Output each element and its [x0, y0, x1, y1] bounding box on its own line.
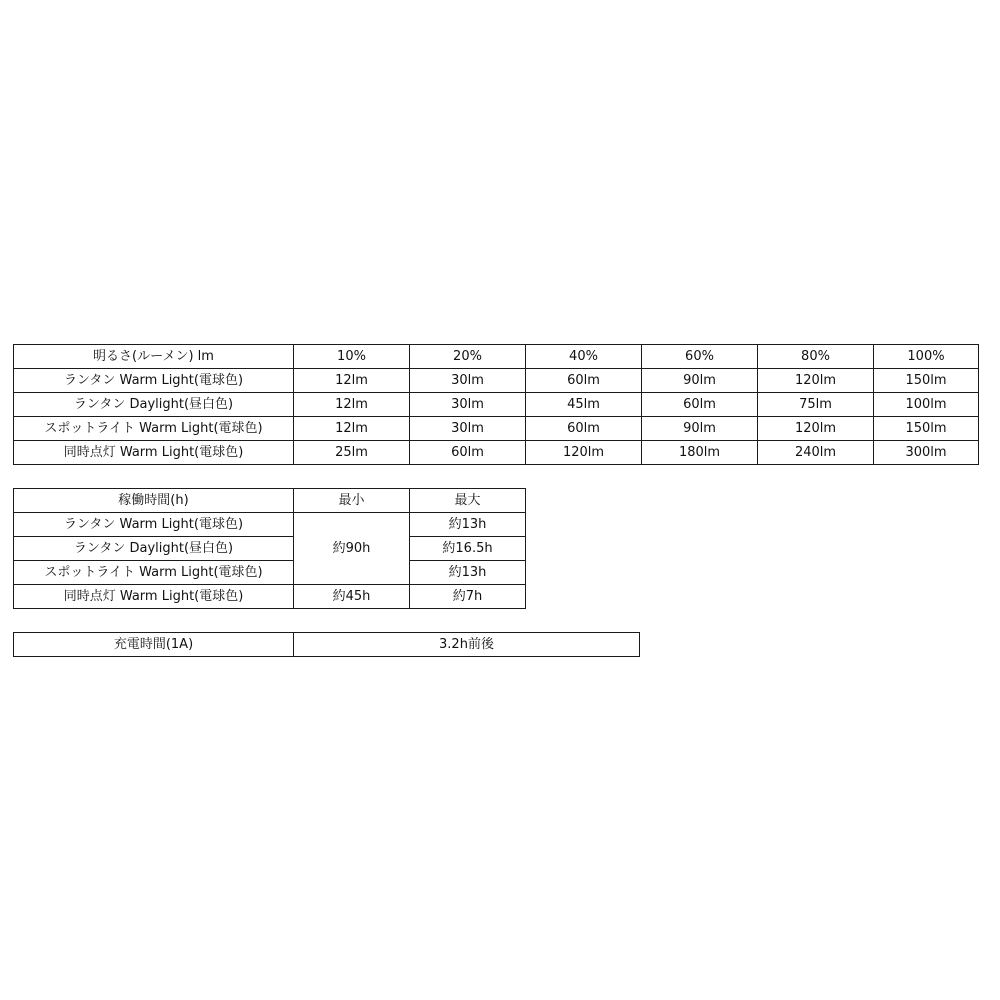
runtime-max-cell: 約16.5h — [410, 537, 526, 561]
brightness-header-10: 10% — [294, 345, 410, 369]
table-cell: 60lm — [410, 441, 526, 465]
table-cell: 90lm — [642, 417, 758, 441]
table-row — [14, 585, 526, 609]
runtime-header-min: 最小 — [294, 489, 410, 513]
charge-table — [13, 632, 640, 657]
brightness-table — [13, 344, 979, 465]
brightness-header-60: 60% — [642, 345, 758, 369]
charge-time-label: 充電時間(1A) — [14, 633, 294, 657]
runtime-table — [13, 488, 526, 609]
table-cell: 120lm — [526, 441, 642, 465]
row-label: ランタン Warm Light(電球色) — [14, 369, 294, 393]
runtime-max-cell: 約13h — [410, 513, 526, 537]
row-label: ランタン Warm Light(電球色) — [14, 513, 294, 537]
table-row — [14, 441, 979, 465]
table-cell: 30lm — [410, 369, 526, 393]
table-cell: 120lm — [758, 417, 874, 441]
runtime-min-shared: 約90h — [294, 513, 410, 585]
table-row — [14, 417, 979, 441]
brightness-header-80: 80% — [758, 345, 874, 369]
table-row — [14, 561, 526, 585]
table-cell: 240lm — [758, 441, 874, 465]
row-label: 同時点灯 Warm Light(電球色) — [14, 585, 294, 609]
table-cell: 120lm — [758, 369, 874, 393]
row-label: 同時点灯 Warm Light(電球色) — [14, 441, 294, 465]
runtime-header-label: 稼働時間(h) — [14, 489, 294, 513]
table-cell: 30lm — [410, 393, 526, 417]
table-cell: 150lm — [874, 417, 979, 441]
charge-time-value: 3.2h前後 — [294, 633, 640, 657]
table-row — [14, 513, 526, 537]
brightness-header-row — [14, 345, 979, 369]
table-cell: 90lm — [642, 369, 758, 393]
table-cell: 180lm — [642, 441, 758, 465]
row-label: ランタン Daylight(昼白色) — [14, 393, 294, 417]
table-cell: 75lm — [758, 393, 874, 417]
runtime-header-row — [14, 489, 526, 513]
table-cell: 150lm — [874, 369, 979, 393]
table-row — [14, 633, 640, 657]
table-row — [14, 537, 526, 561]
table-cell: 12lm — [294, 417, 410, 441]
table-cell: 25lm — [294, 441, 410, 465]
table-row — [14, 393, 979, 417]
table-cell: 60lm — [526, 417, 642, 441]
table-cell: 300lm — [874, 441, 979, 465]
runtime-max-cell: 約13h — [410, 561, 526, 585]
row-label: ランタン Daylight(昼白色) — [14, 537, 294, 561]
runtime-max-cell: 約7h — [410, 585, 526, 609]
row-label: スポットライト Warm Light(電球色) — [14, 561, 294, 585]
table-cell: 100lm — [874, 393, 979, 417]
runtime-min-simultaneous: 約45h — [294, 585, 410, 609]
brightness-header-40: 40% — [526, 345, 642, 369]
runtime-header-max: 最大 — [410, 489, 526, 513]
table-cell: 12lm — [294, 393, 410, 417]
row-label: スポットライト Warm Light(電球色) — [14, 417, 294, 441]
table-cell: 60lm — [526, 369, 642, 393]
brightness-header-label: 明るさ(ルーメン) lm — [14, 345, 294, 369]
table-cell: 30lm — [410, 417, 526, 441]
table-row — [14, 369, 979, 393]
brightness-header-100: 100% — [874, 345, 979, 369]
brightness-header-20: 20% — [410, 345, 526, 369]
table-cell: 45lm — [526, 393, 642, 417]
table-cell: 12lm — [294, 369, 410, 393]
table-cell: 60lm — [642, 393, 758, 417]
